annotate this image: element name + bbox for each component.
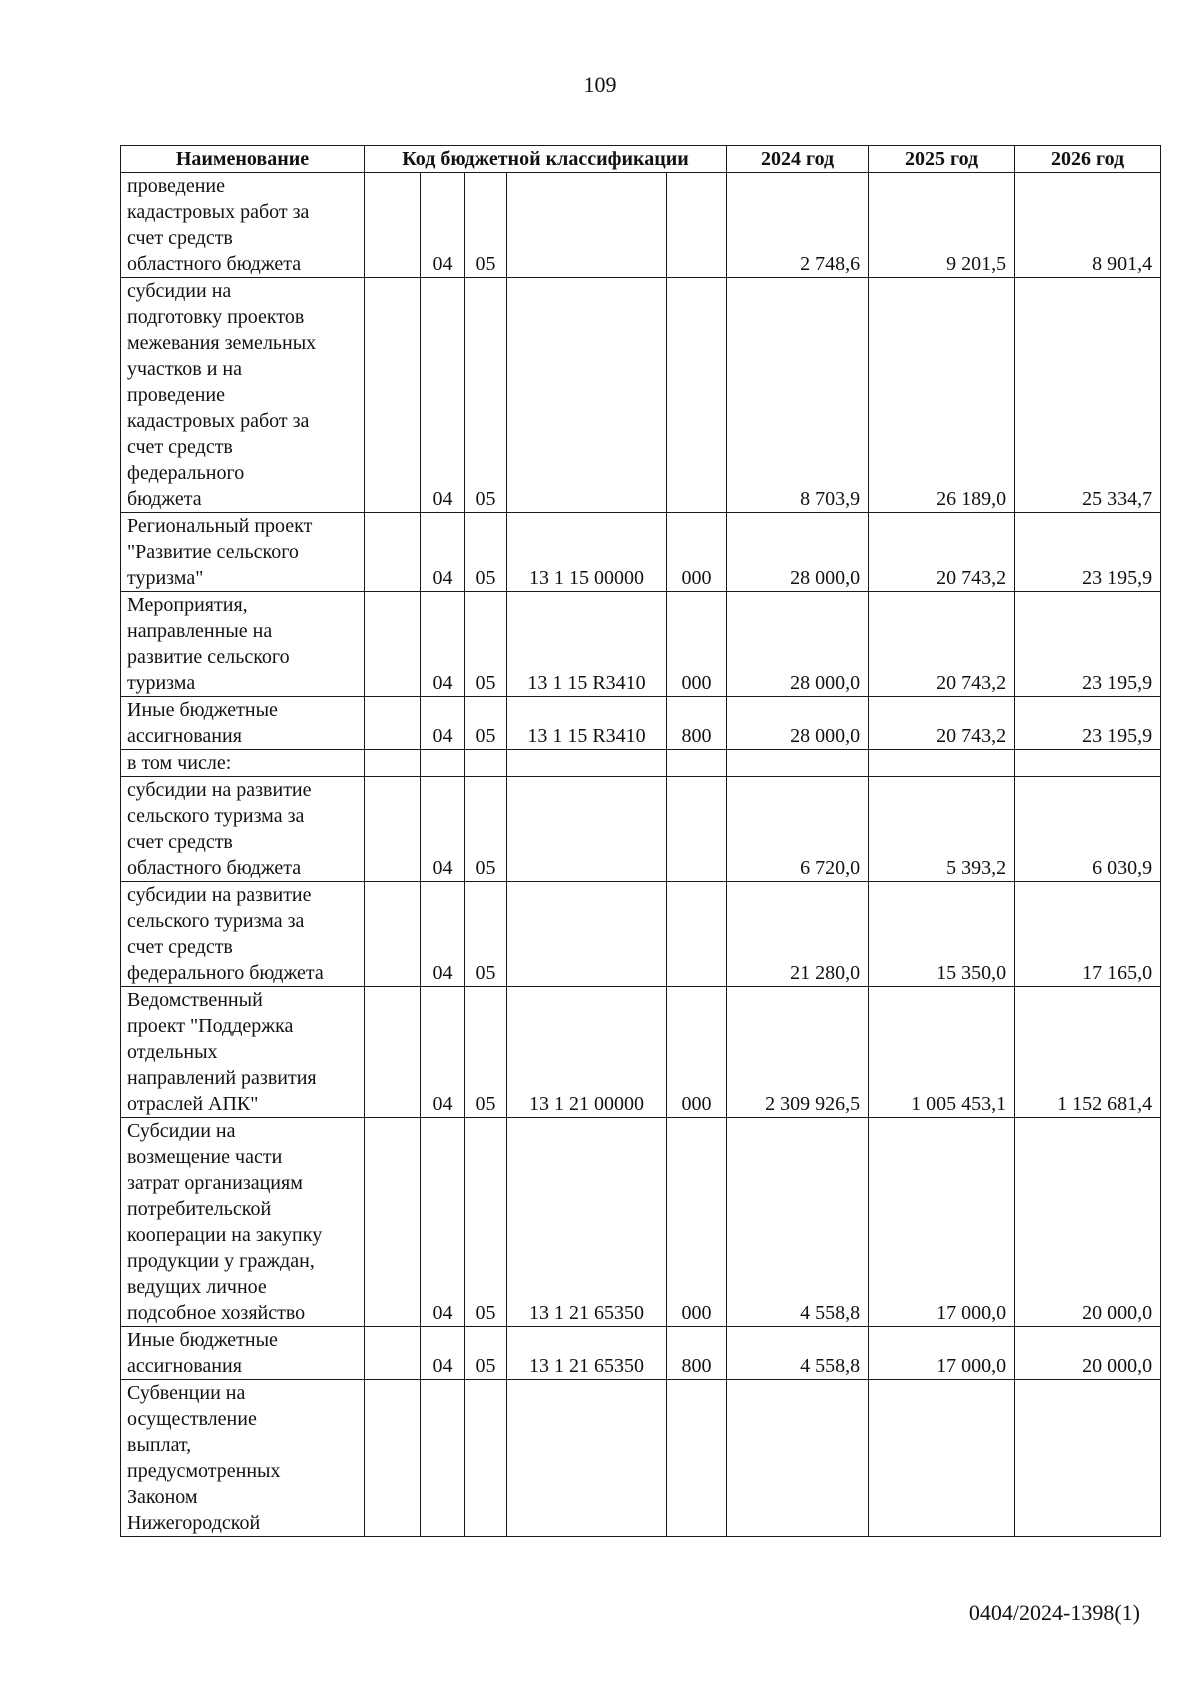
- cell-2026: [1015, 1380, 1161, 1537]
- cell-expense-type: 800: [667, 1327, 727, 1380]
- cell-name: Субсидии на возмещение части затрат организациям потребительской кооперации на закупку продукции у граждан, ведущих личное подсобное хозяйство: [121, 1118, 365, 1327]
- cell-subsection: 05: [465, 513, 507, 592]
- table-row: [121, 173, 1161, 278]
- cell-code-blank: [365, 987, 421, 1118]
- table-row: [121, 697, 1161, 750]
- cell-subsection: 05: [465, 697, 507, 750]
- header-name: Наименование: [121, 146, 365, 173]
- cell-2026: [1015, 750, 1161, 777]
- table-row: [121, 777, 1161, 882]
- cell-target-article: 13 1 15 R3410: [507, 592, 667, 697]
- cell-code-blank: [365, 777, 421, 882]
- header-code: Код бюджетной классификации: [365, 146, 727, 173]
- cell-target-article: [507, 173, 667, 278]
- cell-2026: 20 000,0: [1015, 1327, 1161, 1380]
- cell-section: 04: [421, 987, 465, 1118]
- cell-expense-type: 000: [667, 592, 727, 697]
- cell-2026: 20 000,0: [1015, 1118, 1161, 1327]
- cell-2025: 17 000,0: [869, 1327, 1015, 1380]
- table-body: [121, 173, 1161, 1537]
- cell-target-article: 13 1 21 65350: [507, 1327, 667, 1380]
- cell-2024: 2 748,6: [727, 173, 869, 278]
- cell-code-blank: [365, 1327, 421, 1380]
- cell-target-article: [507, 777, 667, 882]
- cell-expense-type: 000: [667, 987, 727, 1118]
- cell-target-article: [507, 882, 667, 987]
- cell-expense-type: [667, 173, 727, 278]
- table-row: [121, 513, 1161, 592]
- cell-expense-type: [667, 882, 727, 987]
- cell-code-blank: [365, 513, 421, 592]
- cell-2025: 20 743,2: [869, 697, 1015, 750]
- cell-name: в том числе:: [121, 750, 365, 777]
- cell-2025: 9 201,5: [869, 173, 1015, 278]
- cell-2026: 17 165,0: [1015, 882, 1161, 987]
- cell-2024: 28 000,0: [727, 592, 869, 697]
- cell-section: 04: [421, 1118, 465, 1327]
- cell-section: 04: [421, 592, 465, 697]
- cell-section: 04: [421, 697, 465, 750]
- cell-2024: 28 000,0: [727, 697, 869, 750]
- cell-code-blank: [365, 173, 421, 278]
- cell-section: 04: [421, 777, 465, 882]
- cell-section: 04: [421, 173, 465, 278]
- cell-subsection: 05: [465, 278, 507, 513]
- cell-name: Мероприятия, направленные на развитие сельского туризма: [121, 592, 365, 697]
- cell-2026: 23 195,9: [1015, 697, 1161, 750]
- cell-section: 04: [421, 882, 465, 987]
- cell-expense-type: [667, 278, 727, 513]
- cell-name: проведение кадастровых работ за счет средств областного бюджета: [121, 173, 365, 278]
- cell-2024: 21 280,0: [727, 882, 869, 987]
- cell-expense-type: [667, 750, 727, 777]
- cell-name: Ведомственный проект "Поддержка отдельных направлений развития отраслей АПК": [121, 987, 365, 1118]
- cell-subsection: 05: [465, 1118, 507, 1327]
- header-2025: 2025 год: [869, 146, 1015, 173]
- cell-subsection: 05: [465, 777, 507, 882]
- cell-name: субсидии на развитие сельского туризма за счет средств областного бюджета: [121, 777, 365, 882]
- cell-target-article: 13 1 21 00000: [507, 987, 667, 1118]
- cell-section: [421, 1380, 465, 1537]
- cell-2025: 5 393,2: [869, 777, 1015, 882]
- table-header-row: [121, 146, 1161, 173]
- cell-expense-type: 000: [667, 1118, 727, 1327]
- cell-code-blank: [365, 278, 421, 513]
- cell-2025: 15 350,0: [869, 882, 1015, 987]
- cell-code-blank: [365, 750, 421, 777]
- table-row: [121, 882, 1161, 987]
- cell-subsection: [465, 1380, 507, 1537]
- cell-2025: 17 000,0: [869, 1118, 1015, 1327]
- cell-subsection: 05: [465, 592, 507, 697]
- cell-2025: [869, 750, 1015, 777]
- page-number: 109: [583, 72, 617, 97]
- cell-section: 04: [421, 1327, 465, 1380]
- cell-2024: 2 309 926,5: [727, 987, 869, 1118]
- table-row: [121, 1327, 1161, 1380]
- cell-code-blank: [365, 1118, 421, 1327]
- cell-expense-type: 000: [667, 513, 727, 592]
- header-2024: 2024 год: [727, 146, 869, 173]
- cell-2026: 8 901,4: [1015, 173, 1161, 278]
- table-row: [121, 592, 1161, 697]
- cell-code-blank: [365, 592, 421, 697]
- cell-2026: 23 195,9: [1015, 592, 1161, 697]
- cell-2024: 8 703,9: [727, 278, 869, 513]
- cell-2024: 6 720,0: [727, 777, 869, 882]
- cell-name: субсидии на подготовку проектов межевания земельных участков и на проведение кадастровых работ за счет средств федерального бюджета: [121, 278, 365, 513]
- cell-target-article: 13 1 15 00000: [507, 513, 667, 592]
- cell-code-blank: [365, 882, 421, 987]
- cell-section: [421, 750, 465, 777]
- cell-2026: 25 334,7: [1015, 278, 1161, 513]
- cell-expense-type: 800: [667, 697, 727, 750]
- cell-2024: [727, 750, 869, 777]
- cell-expense-type: [667, 1380, 727, 1537]
- cell-2025: 26 189,0: [869, 278, 1015, 513]
- table-row: [121, 278, 1161, 513]
- cell-2025: 1 005 453,1: [869, 987, 1015, 1118]
- cell-2026: 6 030,9: [1015, 777, 1161, 882]
- table-row: [121, 1380, 1161, 1537]
- table-row: [121, 1118, 1161, 1327]
- cell-section: 04: [421, 513, 465, 592]
- cell-code-blank: [365, 697, 421, 750]
- cell-2025: 20 743,2: [869, 513, 1015, 592]
- cell-name: Иные бюджетные ассигнования: [121, 697, 365, 750]
- cell-subsection: 05: [465, 882, 507, 987]
- cell-2026: 23 195,9: [1015, 513, 1161, 592]
- cell-target-article: [507, 750, 667, 777]
- header-2026: 2026 год: [1015, 146, 1161, 173]
- cell-2024: [727, 1380, 869, 1537]
- cell-2026: 1 152 681,4: [1015, 987, 1161, 1118]
- document-id: 0404/2024-1398(1): [968, 1600, 1140, 1625]
- cell-2024: 4 558,8: [727, 1327, 869, 1380]
- cell-name: Иные бюджетные ассигнования: [121, 1327, 365, 1380]
- cell-2025: 20 743,2: [869, 592, 1015, 697]
- cell-2024: 4 558,8: [727, 1118, 869, 1327]
- budget-table: [120, 145, 1161, 1537]
- table-row: [121, 987, 1161, 1118]
- cell-subsection: 05: [465, 1327, 507, 1380]
- cell-name: Субвенции на осуществление выплат, предусмотренных Законом Нижегородской: [121, 1380, 365, 1537]
- cell-expense-type: [667, 777, 727, 882]
- cell-target-article: [507, 1380, 667, 1537]
- cell-target-article: [507, 278, 667, 513]
- cell-subsection: 05: [465, 987, 507, 1118]
- cell-2024: 28 000,0: [727, 513, 869, 592]
- cell-target-article: 13 1 15 R3410: [507, 697, 667, 750]
- table-row: [121, 750, 1161, 777]
- cell-code-blank: [365, 1380, 421, 1537]
- cell-name: субсидии на развитие сельского туризма за счет средств федерального бюджета: [121, 882, 365, 987]
- cell-2025: [869, 1380, 1015, 1537]
- cell-subsection: 05: [465, 173, 507, 278]
- cell-section: 04: [421, 278, 465, 513]
- cell-name: Региональный проект "Развитие сельского туризма": [121, 513, 365, 592]
- cell-subsection: [465, 750, 507, 777]
- cell-target-article: 13 1 21 65350: [507, 1118, 667, 1327]
